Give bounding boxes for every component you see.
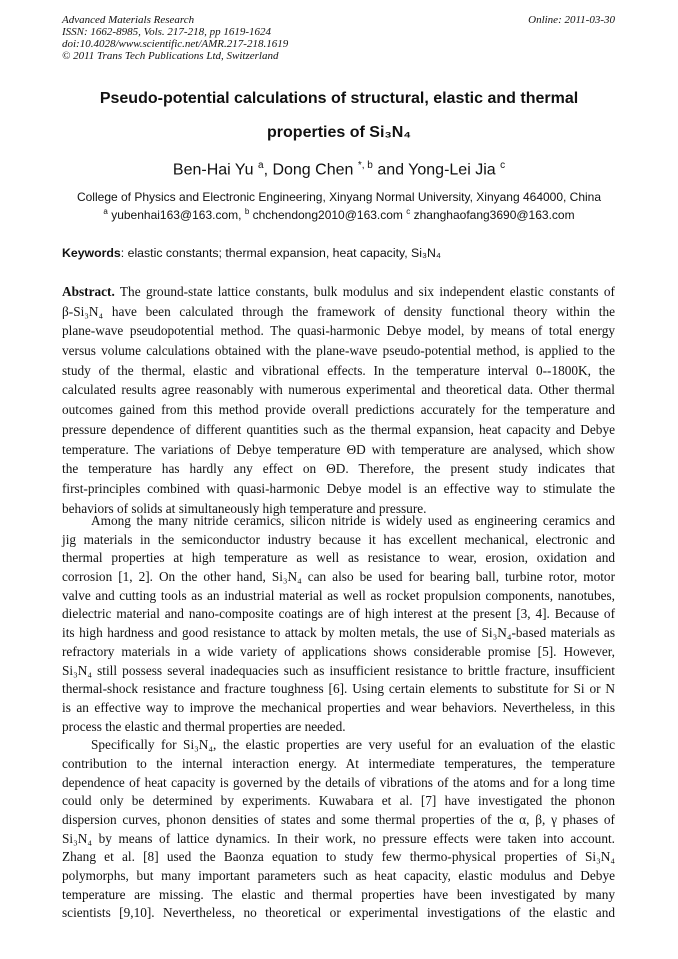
body-line-text: process the elastic and thermal properties are needed. bbox=[62, 718, 346, 734]
body-line-text: jig materials in the semiconductor industry because it has excellent mechanical, electronic and bbox=[62, 531, 615, 547]
issn: ISSN: 1662-8985, Vols. 217-218, pp 1619-1624 bbox=[62, 26, 271, 38]
author-name: Dong Chen bbox=[272, 161, 354, 179]
keywords bbox=[62, 246, 441, 260]
body-line-text: dependence of heat capacity is governed by the details of vibrations of the atoms and for a long time bbox=[62, 774, 615, 790]
abstract-line bbox=[62, 341, 615, 361]
body-line-text: Among the many nitride ceramics, silicon nitride is widely used as engineering ceramics and bbox=[91, 513, 615, 528]
body-line-text: scientists [9,10]. Nevertheless, no theoretical or experimental investigations of the elastic and bbox=[62, 905, 615, 921]
abstract-line bbox=[62, 459, 615, 479]
abstract-line-text: plane-wave pseudopotential method. The quasi-harmonic Debye model, by means of total energy bbox=[62, 323, 615, 339]
abstract bbox=[62, 282, 615, 518]
keywords-text: : elastic constants; thermal expansion, heat capacity, Si₃N₄ bbox=[120, 246, 441, 260]
paper-title-line-2: properties of Si₃N₄ bbox=[267, 124, 411, 141]
abstract-line-text: temperature. The variations of Debye temperature ΘD with temperature are analysed, which show bbox=[62, 441, 615, 457]
abstract-line bbox=[62, 380, 615, 400]
body-line bbox=[62, 886, 615, 905]
body-line bbox=[62, 811, 615, 830]
body-line bbox=[62, 531, 615, 550]
body-line-text: is an effective way to improve the mechanical properties and wear behaviors. Nevertheless, in this bbox=[62, 699, 615, 715]
body-line-text: dispersion curves, phonon densities of states and some thermal properties of the α, β, γ phases of bbox=[62, 812, 615, 827]
body-line bbox=[62, 643, 615, 662]
author-affiliation-mark: a bbox=[258, 160, 264, 171]
online-date: Online: 2011-03-30 bbox=[528, 14, 615, 26]
abstract-line bbox=[62, 400, 615, 420]
abstract-line bbox=[62, 282, 615, 302]
keywords-label: Keywords bbox=[62, 246, 121, 260]
body-line-text: corrosion [1, 2]. On the other hand, Si₃N₄ can also be used for bearing ball, turbine rotor, motor bbox=[62, 569, 615, 585]
body-line bbox=[62, 624, 615, 643]
email-mark: c bbox=[406, 207, 411, 216]
author-affiliation-mark: *, b bbox=[357, 160, 373, 171]
abstract-line-text: first-principles combined with quasi-harmonic Debye model is an effective way to stimulate the bbox=[62, 480, 615, 496]
body-line bbox=[62, 699, 615, 718]
author-separator: , bbox=[263, 161, 273, 179]
body-line bbox=[62, 587, 615, 606]
body-line bbox=[62, 867, 615, 886]
abstract-line bbox=[62, 420, 615, 440]
journal-header bbox=[62, 14, 288, 62]
email-mark: b bbox=[244, 207, 250, 216]
body-line bbox=[62, 830, 615, 849]
body-line bbox=[62, 512, 615, 531]
abstract-line-text: behaviors of solids at simultaneously high temperature and pressure. bbox=[62, 500, 427, 516]
body-line-text: Specifically for Si₃N₄, the elastic properties are very useful for an evaluation of the elastic bbox=[91, 737, 615, 753]
body-line-text: dielectric material and nano-composite coatings are of high interest at the present [3, 4]. Because of bbox=[62, 606, 615, 622]
body-line-text: thermal-shock resistance and fracture toughness [6]. Using certain elements to substitute for Si or N bbox=[62, 681, 615, 697]
abstract-line bbox=[62, 479, 615, 499]
abstract-line-text: β-Si₃N₄ have been calculated through the framework of density functional theory within the bbox=[62, 303, 615, 319]
abstract-line-text: pressure dependence of different quantities such as the thermal expansion, heat capacity and Debye bbox=[62, 421, 615, 437]
body-line bbox=[62, 792, 615, 811]
email: yubenhai163@163.com, bbox=[111, 208, 242, 222]
body-line-text: valve and cutting tools as an industrial material as well as rocket propulsion components, nanotubes, bbox=[62, 587, 615, 603]
author-separator: and bbox=[372, 161, 409, 179]
body-line-text: contribution to the internal interaction energy. At intermediate temperatures, the temperature bbox=[62, 755, 615, 771]
author-name: Ben-Hai Yu bbox=[172, 161, 254, 179]
copyright: © 2011 Trans Tech Publications Ltd, Switzerland bbox=[62, 50, 279, 62]
abstract-line-text: outcomes gained from this method provide overall predictions accurately for the temperature and bbox=[62, 402, 615, 418]
body-line-text: polymorphs, but many important parameters such as heat capacity, elastic modulus and Debye bbox=[62, 868, 615, 884]
body-line-text: temperature are missing. The elastic and thermal properties have been investigated by many bbox=[62, 886, 615, 902]
abstract-line bbox=[62, 440, 615, 460]
emails bbox=[0, 207, 678, 222]
body-line-text: Si₃N₄ by means of lattice dynamics. In their work, no pressure effects were taken into account. bbox=[62, 830, 615, 846]
abstract-line bbox=[62, 361, 615, 381]
abstract-line bbox=[62, 302, 615, 322]
body-line-text: Zhang et al. [8] used the Baonza equation to study few thermo-physical properties of Si₃N₄ bbox=[62, 849, 615, 865]
body-line bbox=[62, 904, 615, 923]
affiliation: College of Physics and Electronic Engineering, Xinyang Normal University, Xinyang 464000, China bbox=[76, 190, 602, 204]
email-mark: a bbox=[103, 207, 108, 216]
body-line bbox=[62, 736, 615, 755]
body-line bbox=[62, 755, 615, 774]
abstract-label: Abstract. bbox=[62, 284, 115, 299]
body-line-text: could only be determined by experiments. Kuwabara et al. [7] have investigated the phonon bbox=[62, 793, 615, 809]
body-text bbox=[62, 512, 615, 923]
paper-title-line-1: Pseudo-potential calculations of structural, elastic and thermal bbox=[99, 90, 579, 107]
abstract-line-text: calculated results agree reasonably with numerous experimental and theoretical data. Other thermal bbox=[62, 382, 615, 398]
body-line bbox=[62, 718, 615, 737]
abstract-line-text: the temperature has hardly any effect on ΘD. Therefore, the present study indicates that bbox=[62, 461, 615, 477]
email: chchendong2010@163.com bbox=[252, 208, 403, 222]
doi: doi:10.4028/www.scientific.net/AMR.217-218.1619 bbox=[62, 38, 289, 50]
body-line bbox=[62, 774, 615, 793]
abstract-line-text: The ground-state lattice constants, bulk modulus and six independent elastic constants of bbox=[114, 284, 615, 299]
body-line bbox=[62, 848, 615, 867]
author-name: Yong-Lei Jia bbox=[408, 161, 496, 179]
body-line-text: Si₃N₄ still possess several inadequacies such as insufficient resistance to brittle fracture, insufficient bbox=[62, 662, 615, 678]
journal-name: Advanced Materials Research bbox=[62, 14, 195, 26]
body-line-text: its high hardness and good resistance to attack by molten metals, the use of Si₃N₄-based materials as bbox=[62, 625, 615, 641]
body-line bbox=[62, 662, 615, 681]
body-line-text: thermal properties at high temperature as well as resistance to wear, erosion, oxidation and bbox=[62, 550, 615, 566]
abstract-line bbox=[62, 321, 615, 341]
email: zhanghaofang3690@163.com bbox=[413, 208, 575, 222]
body-line bbox=[62, 680, 615, 699]
body-line bbox=[62, 568, 615, 587]
body-line-text: refractory materials in a wide variety of applications shows considerable promise [5]. However, bbox=[62, 643, 615, 659]
author-affiliation-mark: c bbox=[500, 160, 506, 171]
abstract-line-text: versus volume calculations obtained with the plane-wave pseudo-potential method, is applied to the bbox=[62, 343, 615, 359]
authors bbox=[0, 160, 678, 179]
abstract-line-text: study of the thermal, elastic and vibrational effects. In the temperature interval 0--1800K, the bbox=[62, 362, 615, 378]
body-line bbox=[62, 605, 615, 624]
body-line bbox=[62, 549, 615, 568]
